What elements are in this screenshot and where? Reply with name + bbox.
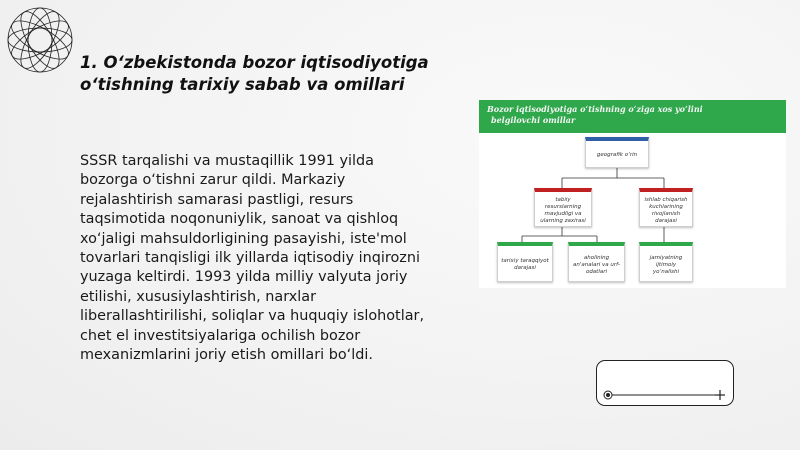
diagram-node-left-mid-label: tabiiy resurslarning mavjudligi va ularning zaxirasi — [540, 196, 586, 224]
diagram-node-left-leaf-2-label: aholining an'analari va urf-odatlari — [573, 254, 620, 275]
diagram-header-line-2: belgilovchi omillar — [491, 115, 576, 125]
diagram-node-right-mid-label: ishlab chiqarish kuchlarining rivojlanish darajasi — [644, 196, 688, 224]
diagram-node-right-leaf — [639, 242, 693, 282]
factors-diagram — [479, 100, 786, 288]
diagram-node-left-leaf-1-label: tarixiy taraqqiyot darajasi — [501, 258, 549, 271]
record-dot-icon — [604, 391, 612, 399]
ornament-circle-icon — [5, 5, 75, 75]
slide-title-line-2: o‘tishning tarixiy sabab va omillari — [80, 75, 405, 94]
slide-title — [80, 52, 440, 96]
diagram-header-line-1: Bozor iqtisodiyotiga o‘tishning o‘ziga xos yo‘lini — [487, 104, 703, 114]
decor-frame-line — [596, 360, 734, 406]
diagram-node-left-leaf-1 — [497, 242, 553, 282]
diagram-node-right-mid — [639, 188, 693, 227]
diagram-node-right-leaf-label: jamiyatning ijtimoiy yo‘nalishi — [649, 254, 683, 275]
slide-title-line-1: 1. O‘zbekistonda bozor iqtisodiyotiga — [80, 53, 429, 72]
diagram-node-left-leaf-2 — [568, 242, 625, 282]
slide-body-text: SSSR tarqalishi va mustaqillik 1991 yilda bozorga o‘tishni zarur qildi. Markaziy rejalashtirish samarasi pastligi, resurs taqsimotida noqonuniylik, sanoat va qishloq xo‘jaligi mahsuldorligining pasayishi, iste'mol tovarlari tanqisligi ilk yillarda iqtisodiy inqirozni yuzaga keltirdi. 1993 yilda milliy valyuta joriy etilishi, xususiylashtirish, narxlar liberallashtirilishi, soliqlar va huquqiy islohotlar, chet el investitsiyalariga ochilish bozor mexanizmlarini joriy etish omillari bo‘ldi. — [80, 153, 425, 364]
diagram-node-left-mid — [534, 188, 592, 227]
plus-icon — [715, 390, 725, 400]
diagram-node-root-label: geografik o‘rin — [596, 152, 638, 158]
diagram-node-root — [585, 137, 649, 168]
